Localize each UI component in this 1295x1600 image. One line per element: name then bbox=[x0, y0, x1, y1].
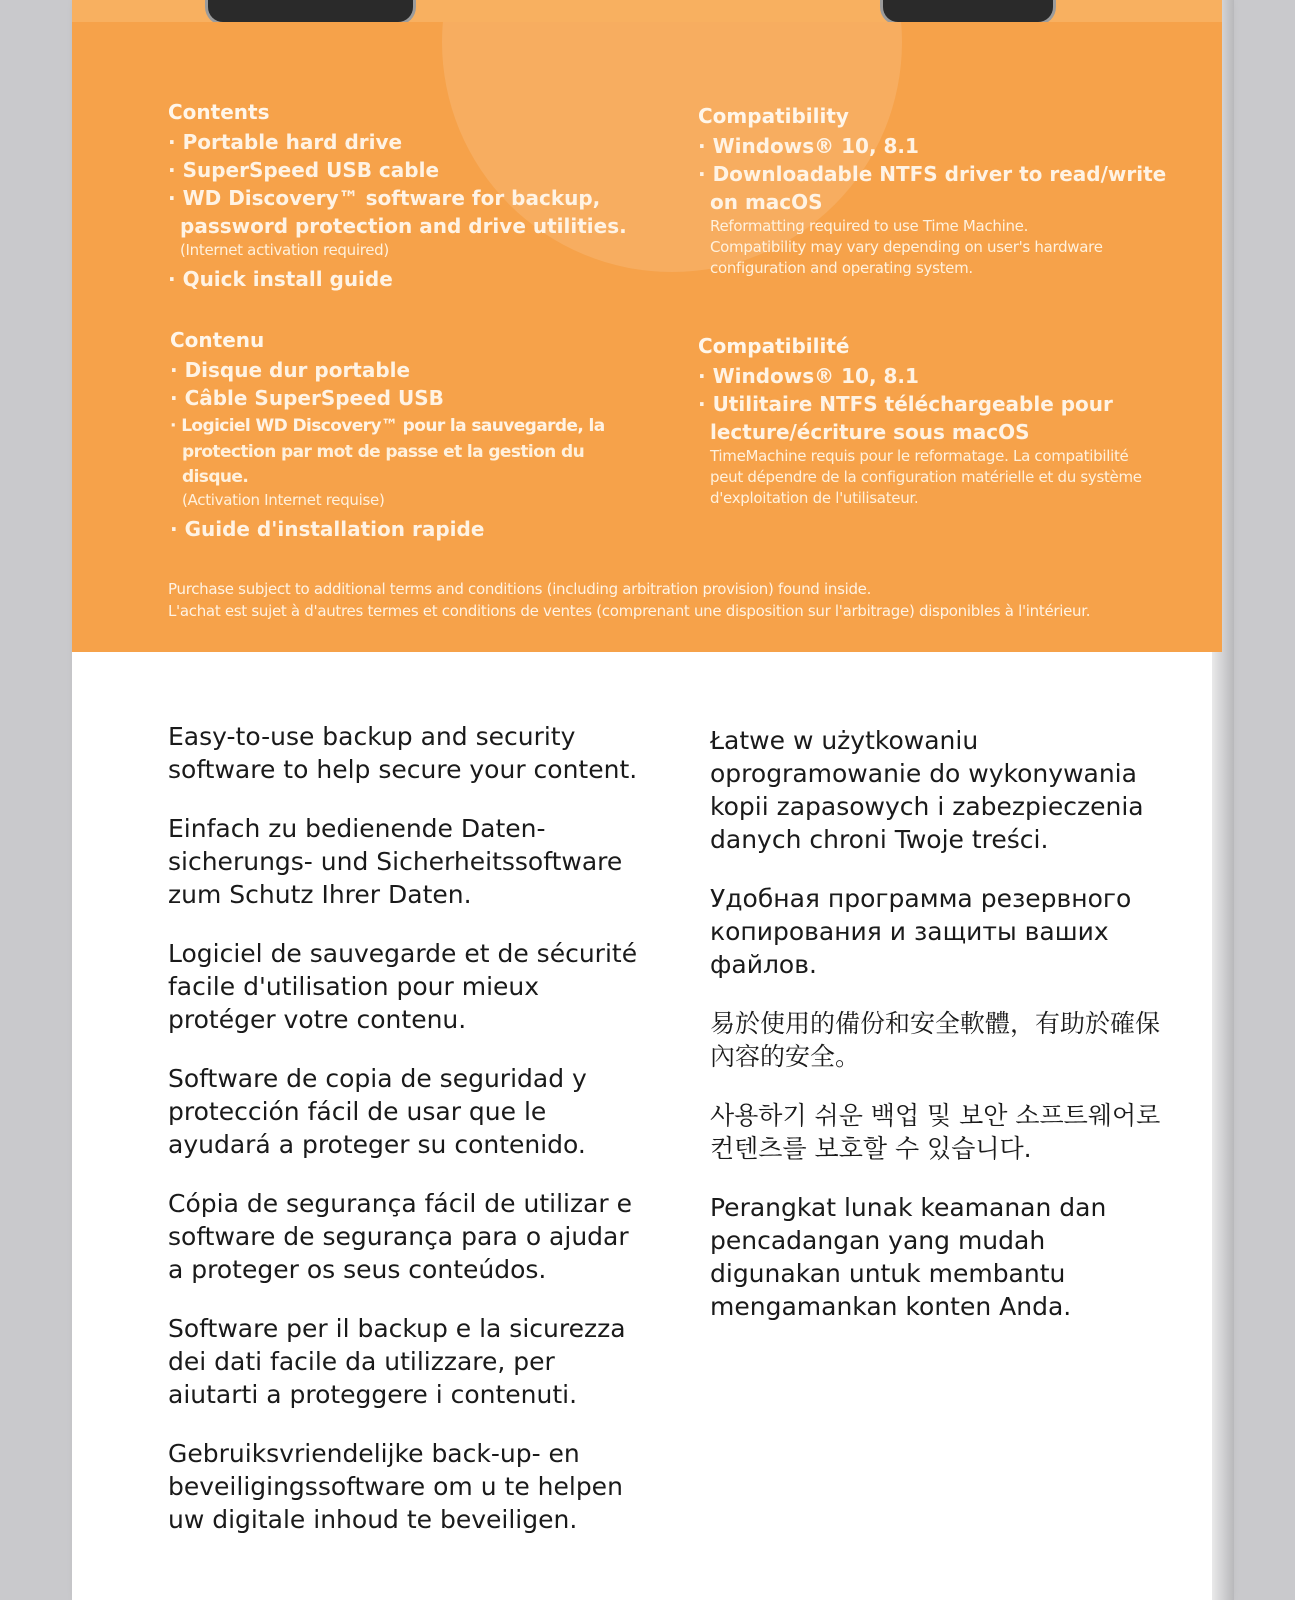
tagline-polish: Łatwe w użytkowaniu oprogramowanie do wykonywania kopii zapasowych i zabezpieczenia danych chroni Twoje treści. bbox=[710, 726, 1144, 854]
compat-fr-item-continuation: lecture/écriture sous macOS bbox=[710, 420, 1030, 444]
contents-fr-item: · Guide d'installation rapide bbox=[170, 515, 650, 543]
tagline-indonesian: Perangkat lunak keamanan dan pencadangan yang mudah digunakan untuk membantu mengamankan konten Anda. bbox=[710, 1193, 1107, 1321]
compat-en-item-continuation: on macOS bbox=[710, 190, 823, 214]
compat-fr-note: peut dépendre de la configuration matérielle et du système bbox=[710, 468, 1142, 486]
contents-en-item: · Quick install guide bbox=[168, 265, 638, 293]
tagline-chinese: 易於使用的備份和安全軟體，有助於確保內容的安全。 bbox=[710, 1009, 1161, 1071]
contents-fr-item: · Câble SuperSpeed USB bbox=[170, 384, 650, 412]
contents-fr-item-continuation: protection par mot de passe et la gestion du disque. bbox=[182, 442, 585, 487]
compat-en-item: · Downloadable NTFS driver to read/write bbox=[698, 160, 1168, 188]
tagline-english: Easy-to-use backup and security software to help secure your content. bbox=[168, 722, 638, 784]
compat-fr-note: d'exploitation de l'utilisateur. bbox=[710, 489, 919, 507]
compat-fr-section bbox=[698, 334, 1178, 509]
compat-fr-item: · Windows® 10, 8.1 bbox=[698, 362, 1178, 390]
contents-fr-heading: Contenu bbox=[170, 328, 265, 352]
legal-notice-en: Purchase subject to additional terms and conditions (including arbitration provision) found inside. bbox=[168, 580, 872, 598]
compat-fr-heading: Compatibilité bbox=[698, 334, 850, 358]
tagline-dutch: Gebruiksvriendelijke back-up- en beveiligingssoftware om u te helpen uw digitale inhoud te beveiligen. bbox=[168, 1439, 623, 1534]
contents-en-item: · Portable hard drive bbox=[168, 128, 638, 156]
compat-en-item: · Windows® 10, 8.1 bbox=[698, 132, 1168, 160]
contents-fr-item: · Disque dur portable bbox=[170, 356, 650, 384]
compat-fr-item: · Utilitaire NTFS téléchargeable pour bbox=[698, 390, 1178, 418]
compat-en-section bbox=[698, 104, 1168, 279]
contents-en-section bbox=[168, 100, 638, 293]
tagline-portuguese: Cópia de segurança fácil de utilizar e software de segurança para o ajudar a proteger os seus conteúdos. bbox=[168, 1189, 633, 1284]
legal-notice bbox=[168, 578, 1168, 622]
tagline-korean: 사용하기 쉬운 백업 및 보안 소프트웨어로 컨텐츠를 보호할 수 있습니다. bbox=[710, 1101, 1161, 1163]
tagline-italian: Software per il backup e la sicurezza dei dati facile da utilizzare, per aiutarti a proteggere i contenuti. bbox=[168, 1314, 626, 1409]
legal-notice-fr: L'achat est sujet à d'autres termes et conditions de ventes (comprenant une disposition sur l'arbitrage) disponibles à l'intérieur. bbox=[168, 602, 1091, 620]
tagline-french: Logiciel de sauvegarde et de sécurité facile d'utilisation pour mieux protéger votre contenu. bbox=[168, 939, 638, 1034]
compat-en-note: Reformatting required to use Time Machine. bbox=[710, 217, 1029, 235]
contents-en-item: · WD Discovery™ software for backup, bbox=[168, 184, 638, 212]
compat-en-note: configuration and operating system. bbox=[710, 259, 973, 277]
taglines-right-column bbox=[710, 724, 1180, 1349]
contents-fr-section bbox=[170, 328, 650, 543]
tagline-russian: Удобная программа резервного копирования и защиты ваших файлов. bbox=[710, 884, 1132, 979]
compat-fr-note: TimeMachine requis pour le reformatage. La compatibilité bbox=[710, 447, 1129, 465]
contents-en-heading: Contents bbox=[168, 100, 270, 124]
compat-en-note: Compatibility may vary depending on user's hardware bbox=[710, 238, 1103, 256]
compat-en-heading: Compatibility bbox=[698, 104, 849, 128]
contents-fr-item: · Logiciel WD Discovery™ pour la sauvegarde, la bbox=[170, 412, 650, 440]
tagline-german: Einfach zu bedienende Daten-sicherungs- und Sicherheitssoftware zum Schutz Ihrer Daten. bbox=[168, 814, 623, 909]
contents-en-item: · SuperSpeed USB cable bbox=[168, 156, 638, 184]
taglines-left-column bbox=[168, 720, 648, 1562]
tagline-spanish: Software de copia de seguridad y protección fácil de usar que le ayudará a proteger su contenido. bbox=[168, 1064, 587, 1159]
contents-en-note: (Internet activation required) bbox=[180, 241, 389, 259]
contents-fr-note: (Activation Internet requise) bbox=[182, 491, 385, 509]
contents-en-item-continuation: password protection and drive utilities. bbox=[180, 214, 627, 238]
